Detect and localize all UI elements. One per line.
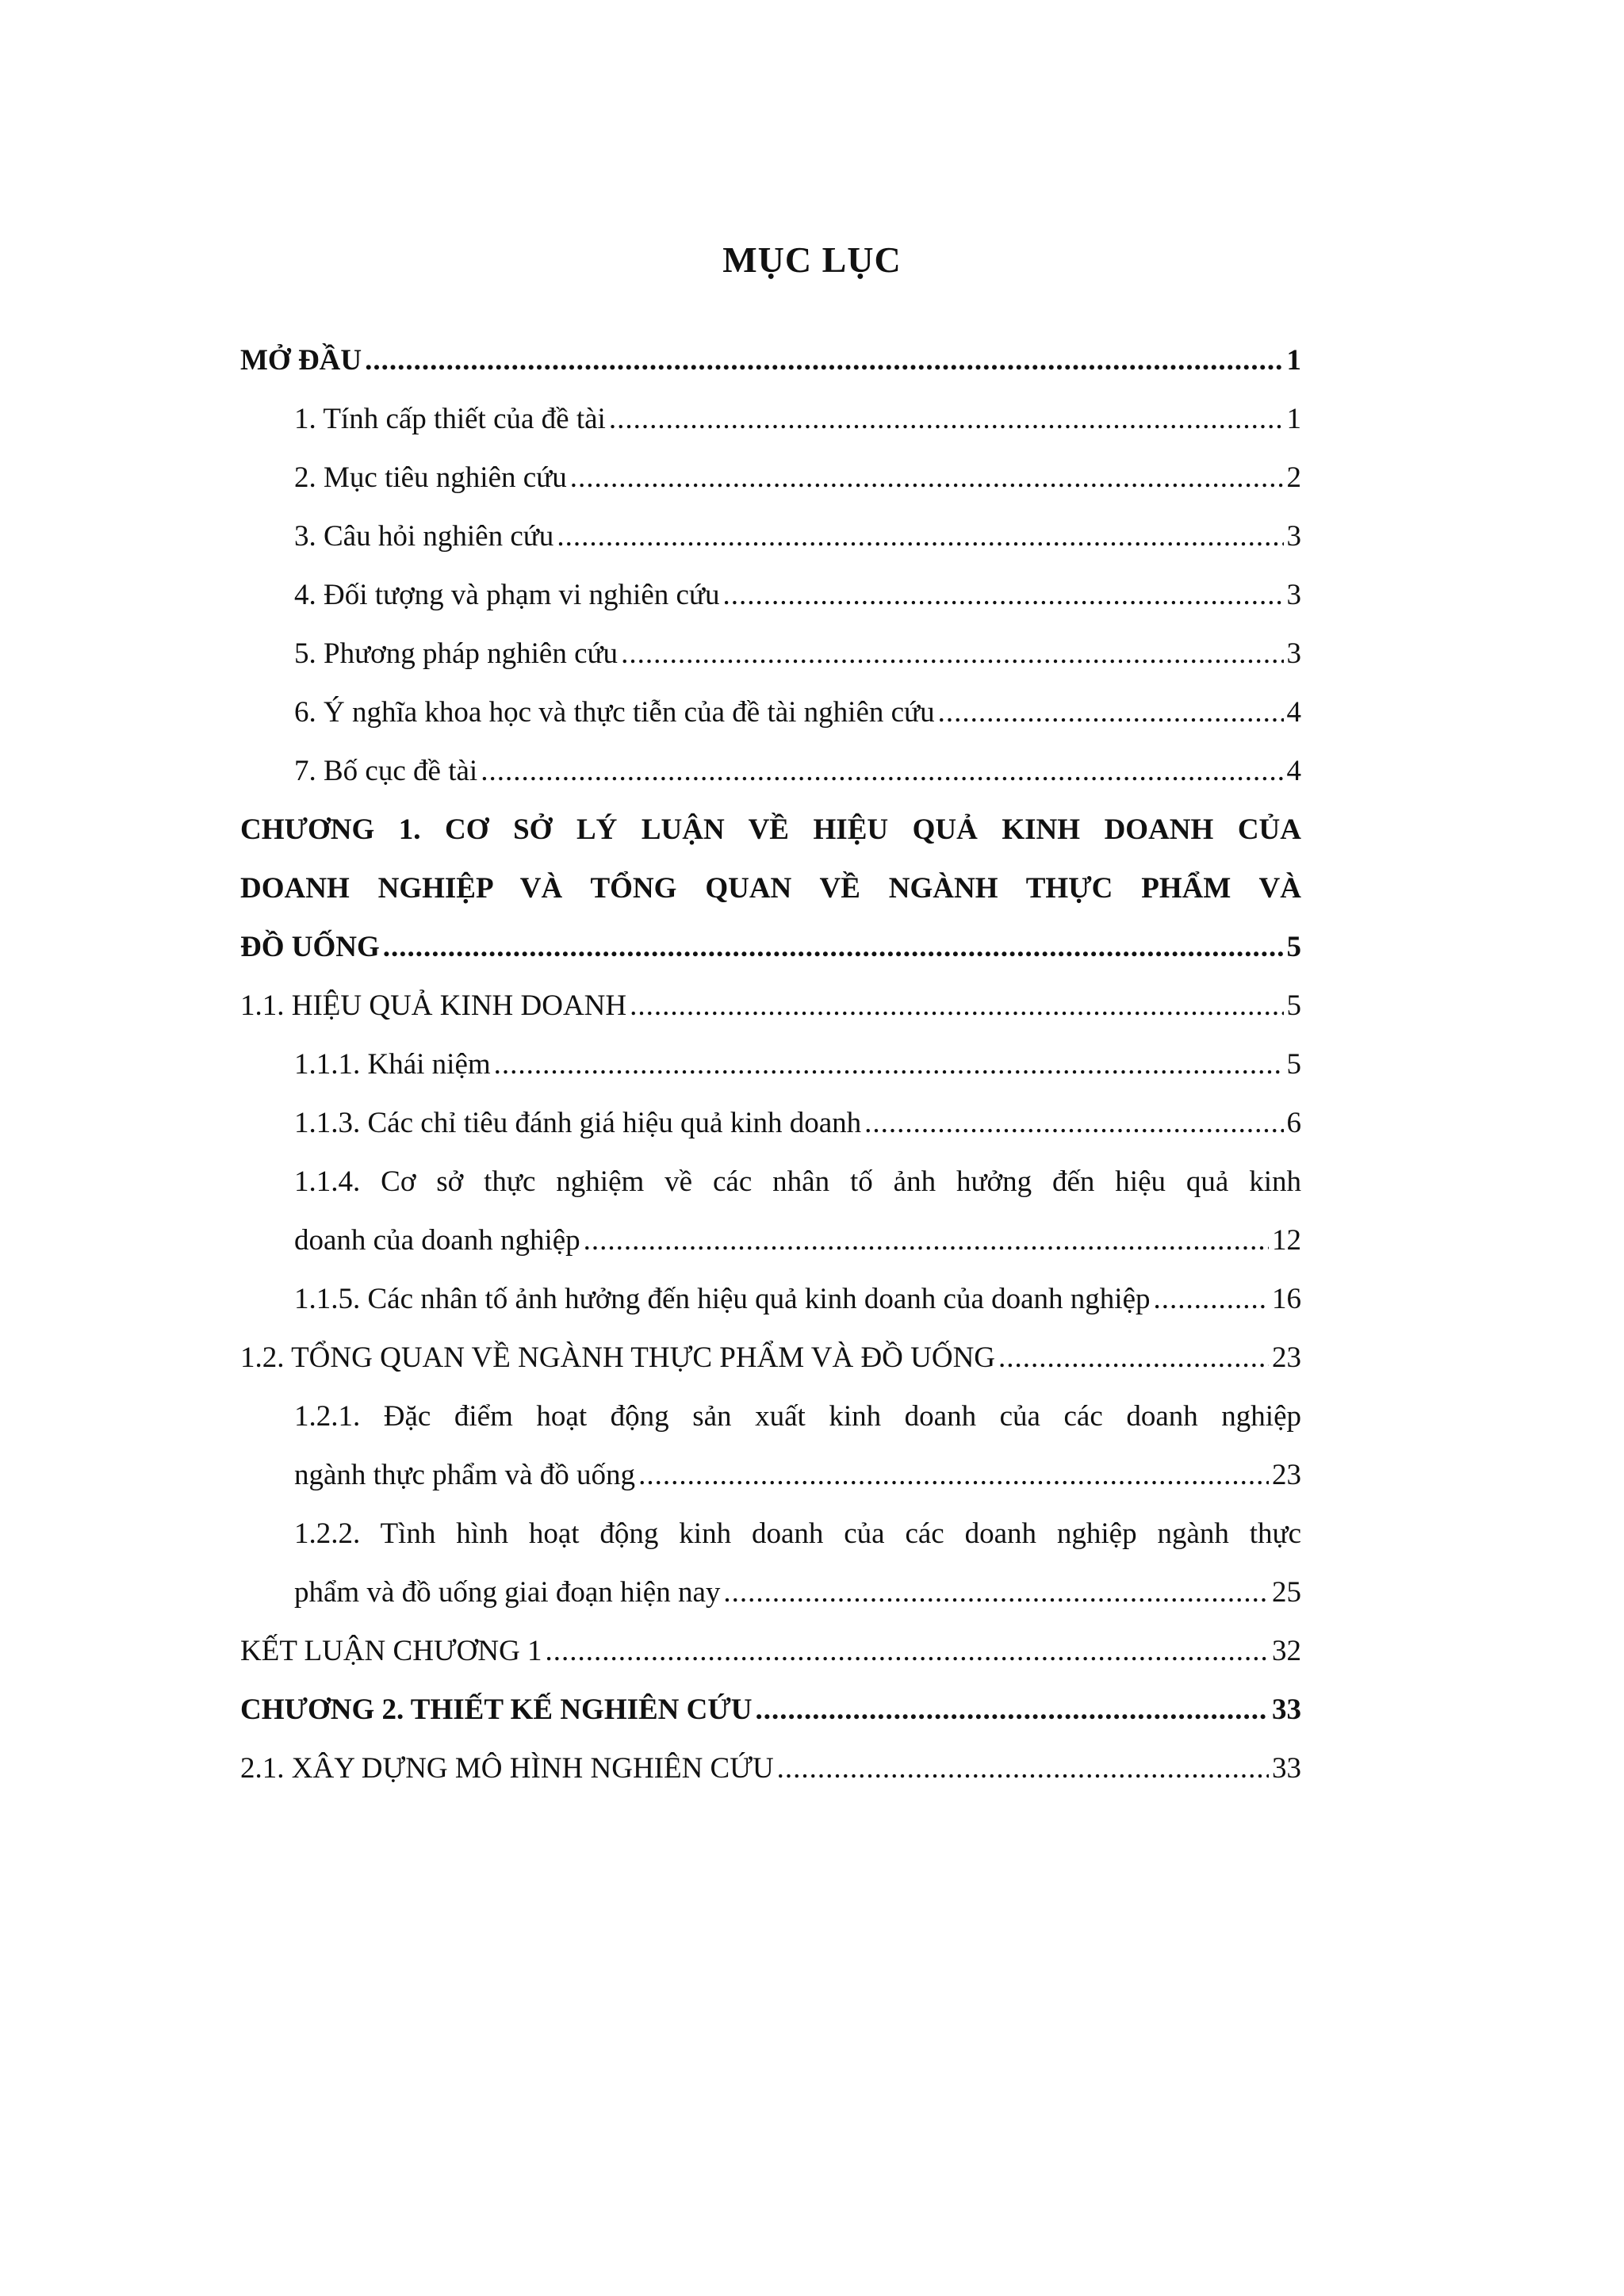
toc-page-number: 1 (1286, 344, 1301, 377)
toc-entry-1-2-1-line-1[interactable] (240, 1387, 1301, 1446)
toc-entry-text: ĐỒ UỐNG (240, 931, 380, 963)
toc-entry-1-1-4-line-2[interactable] (240, 1211, 1301, 1270)
toc-entry[interactable] (240, 1681, 1301, 1739)
toc-entry[interactable] (240, 331, 1301, 390)
toc-entry-text: 1.1.5. Các nhân tố ảnh hưởng đến hiệu quả kinh doanh của doanh nghiệp (294, 1283, 1151, 1315)
toc-leader-dots (638, 1446, 1269, 1505)
toc-entry-chapter-1-line-1[interactable] (240, 801, 1301, 859)
toc-entry-text: 2.1. XÂY DỰNG MÔ HÌNH NGHIÊN CỨU (240, 1752, 774, 1785)
toc-entry[interactable] (240, 1035, 1301, 1094)
toc-page-number: 12 (1272, 1224, 1301, 1257)
toc-leader-dots (365, 331, 1283, 390)
toc-leader-dots (864, 1094, 1283, 1153)
toc-page-number: 4 (1286, 755, 1301, 787)
toc-page-number: 1 (1286, 403, 1301, 435)
toc-page-number: 33 (1272, 1693, 1301, 1726)
toc-page-number: 6 (1286, 1107, 1301, 1139)
toc-entry[interactable] (240, 625, 1301, 683)
toc-page-number: 3 (1286, 637, 1301, 670)
toc-entry-text: phẩm và đồ uống giai đoạn hiện nay (294, 1576, 721, 1609)
toc-entry-1-1-4-line-1[interactable] (240, 1153, 1301, 1211)
toc-entry[interactable] (240, 1622, 1301, 1681)
toc-entry-1-2-2-line-1[interactable] (240, 1505, 1301, 1563)
toc-page-number: 5 (1286, 931, 1301, 963)
toc-leader-dots (938, 683, 1284, 742)
toc-leader-dots (584, 1211, 1269, 1270)
toc-leader-dots (494, 1035, 1284, 1094)
toc-leader-dots (621, 625, 1283, 683)
toc-entry[interactable] (240, 1329, 1301, 1387)
toc-page-number: 5 (1286, 989, 1301, 1022)
toc-entry-text: 4. Đối tượng và phạm vi nghiên cứu (294, 579, 720, 611)
toc-entry[interactable] (240, 566, 1301, 625)
toc-entry-text: 1.1.1. Khái niệm (294, 1048, 491, 1081)
toc-entry-text: 1.1.3. Các chỉ tiêu đánh giá hiệu quả kinh doanh (294, 1107, 862, 1139)
table-of-contents (240, 331, 1301, 1798)
toc-entry-chapter-1-line-2[interactable] (240, 859, 1301, 918)
toc-entry[interactable] (240, 390, 1301, 449)
toc-entry[interactable] (240, 977, 1301, 1035)
toc-leader-dots (546, 1622, 1269, 1681)
toc-entry[interactable] (240, 1270, 1301, 1329)
toc-leader-dots (383, 918, 1284, 977)
toc-leader-dots (1154, 1270, 1270, 1329)
toc-page-number: 2 (1286, 461, 1301, 494)
toc-entry-text: 1.2.2. Tình hình hoạt động kinh doanh của các doanh nghiệp ngành thực (294, 1517, 1301, 1550)
toc-entry-1-2-2-line-2[interactable] (240, 1563, 1301, 1622)
toc-entry-text: CHƯƠNG 1. CƠ SỞ LÝ LUẬN VỀ HIỆU QUẢ KINH DOANH CỦA (240, 813, 1301, 846)
toc-entry-text: 7. Bố cục đề tài (294, 755, 478, 787)
toc-entry-text: 1.2. TỔNG QUAN VỀ NGÀNH THỰC PHẨM VÀ ĐỒ UỐNG (240, 1341, 996, 1374)
toc-leader-dots (609, 390, 1284, 449)
toc-page-number: 23 (1272, 1459, 1301, 1491)
toc-entry-text: DOANH NGHIỆP VÀ TỔNG QUAN VỀ NGÀNH THỰC PHẨM VÀ (240, 872, 1301, 905)
toc-leader-dots (630, 977, 1283, 1035)
toc-entry-text: 1.1.4. Cơ sở thực nghiệm về các nhân tố ảnh hưởng đến hiệu quả kinh (294, 1165, 1301, 1198)
toc-leader-dots (570, 449, 1284, 507)
toc-entry-1-2-1-line-2[interactable] (240, 1446, 1301, 1505)
toc-leader-dots (481, 742, 1283, 801)
toc-page-number: 32 (1272, 1635, 1301, 1667)
toc-page-number: 3 (1286, 579, 1301, 611)
toc-leader-dots (756, 1681, 1269, 1739)
toc-page-number: 25 (1272, 1576, 1301, 1609)
toc-entry-text: 2. Mục tiêu nghiên cứu (294, 461, 567, 494)
toc-entry[interactable] (240, 742, 1301, 801)
toc-entry[interactable] (240, 507, 1301, 566)
toc-page-number: 16 (1272, 1283, 1301, 1315)
toc-entry[interactable] (240, 1739, 1301, 1798)
toc-entry-text: ngành thực phẩm và đồ uống (294, 1459, 636, 1491)
toc-entry-text: doanh của doanh nghiệp (294, 1224, 580, 1257)
toc-leader-dots (557, 507, 1283, 566)
toc-page-number: 5 (1286, 1048, 1301, 1081)
toc-entry-text: 1.1. HIỆU QUẢ KINH DOANH (240, 989, 627, 1022)
toc-entry[interactable] (240, 683, 1301, 742)
toc-entry-text: MỞ ĐẦU (240, 344, 362, 377)
toc-entry-text: 3. Câu hỏi nghiên cứu (294, 520, 554, 553)
toc-entry-chapter-1-line-3[interactable] (240, 918, 1301, 977)
toc-entry-text: CHƯƠNG 2. THIẾT KẾ NGHIÊN CỨU (240, 1693, 753, 1726)
toc-entry[interactable] (240, 449, 1301, 507)
toc-entry-text: 1.2.1. Đặc điểm hoạt động sản xuất kinh doanh của các doanh nghiệp (294, 1400, 1301, 1433)
toc-entry-text: 1. Tính cấp thiết của đề tài (294, 403, 606, 435)
toc-leader-dots (722, 566, 1283, 625)
toc-page-number: 23 (1272, 1341, 1301, 1374)
toc-leader-dots (998, 1329, 1269, 1387)
page-title: MỤC LỤC (722, 239, 902, 280)
toc-entry[interactable] (240, 1094, 1301, 1153)
toc-entry-text: KẾT LUẬN CHƯƠNG 1 (240, 1635, 542, 1667)
toc-entry-text: 5. Phương pháp nghiên cứu (294, 637, 619, 670)
toc-page-number: 3 (1286, 520, 1301, 553)
toc-page-number: 33 (1272, 1752, 1301, 1785)
toc-page-number: 4 (1286, 696, 1301, 729)
toc-leader-dots (723, 1563, 1269, 1622)
toc-leader-dots (777, 1739, 1269, 1798)
toc-entry-text: 6. Ý nghĩa khoa học và thực tiễn của đề tài nghiên cứu (294, 696, 935, 729)
